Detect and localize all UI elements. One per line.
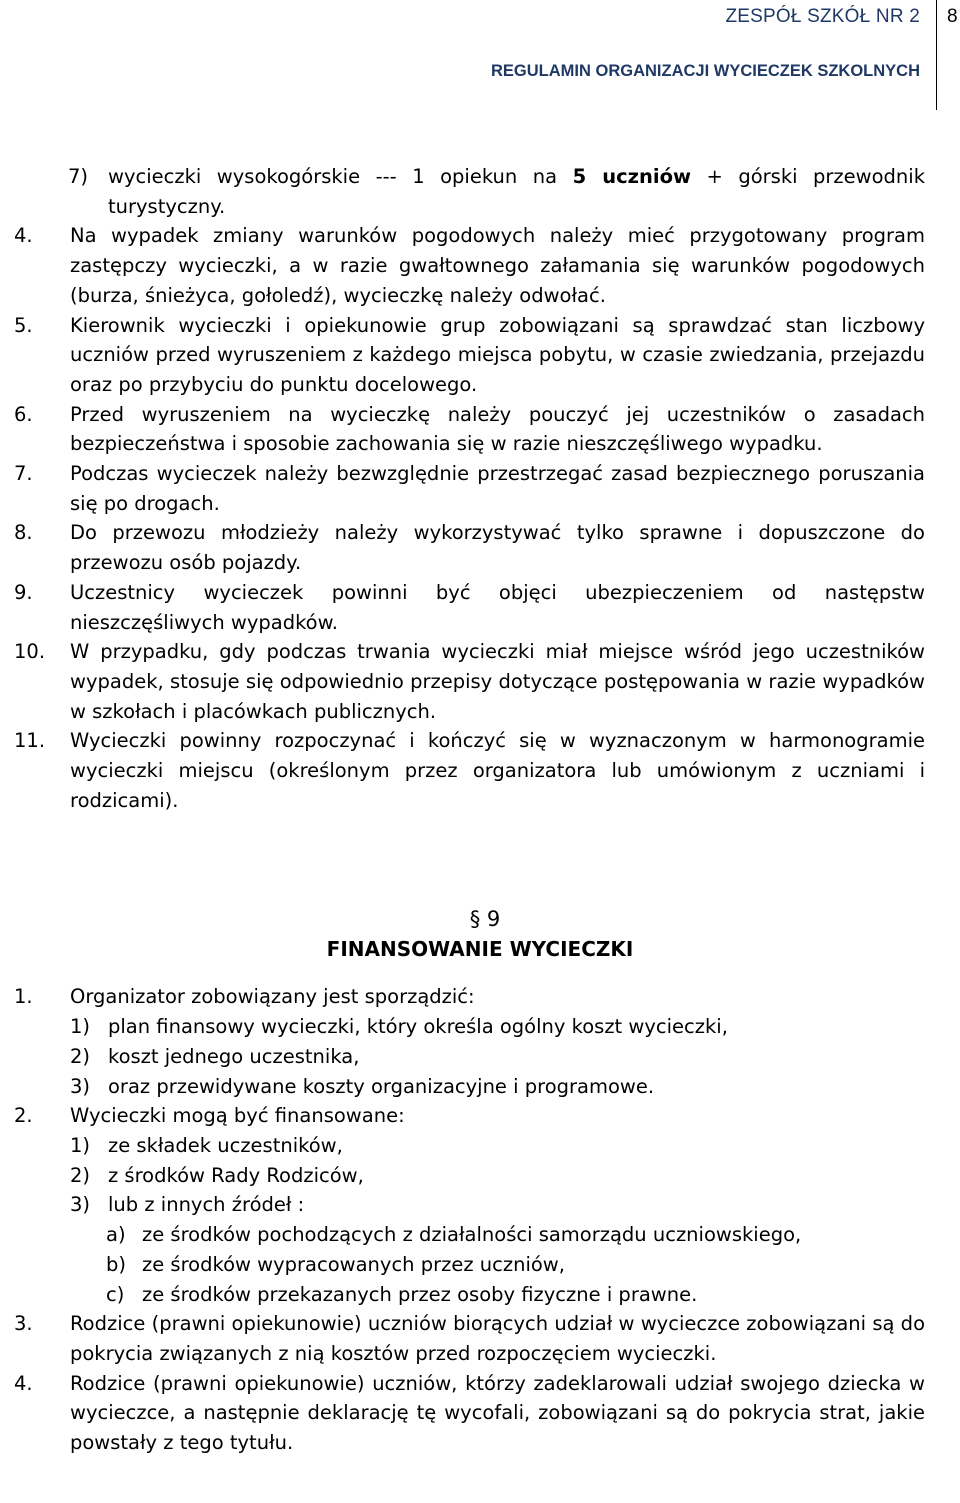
- item-text-end: + górski przewodnik turystyczny.: [108, 165, 925, 218]
- item-text: Kierownik wycieczki i opiekunowie grup zobowiązani są sprawdzać stan liczbowy uczniów przed wyruszeniem z każdego miejsca pobytu, w czasie zwiedzania, przejazdu oraz po przybyciu do punktu docelowego.: [70, 313, 925, 396]
- sub-item: [0, 1042, 960, 1072]
- item-text: Na wypadek zmiany warunków pogodowych należy mieć przygotowany program zastępczy wycieczki, a w razie gwałtownego załamania się warunków pogodowych (burza, śnieżyca, gołoledź), wycieczkę należy odwołać.: [70, 224, 925, 307]
- sub-item-number: 3): [70, 1193, 91, 1217]
- letter-item: [0, 1220, 960, 1250]
- item-number: 4.: [14, 224, 33, 248]
- document-body: [0, 162, 960, 1458]
- item-number: 9.: [14, 580, 33, 604]
- header-school-name: ZESPÓŁ SZKÓŁ NR 2: [725, 6, 920, 27]
- letter-item-text: ze środków wypracowanych przez uczniów,: [142, 1252, 565, 1276]
- letter-item-marker: b): [106, 1252, 126, 1276]
- sub-item: [0, 1012, 960, 1042]
- sub-item-number: 2): [70, 1163, 91, 1187]
- item-bold-text: 5 uczniów: [572, 165, 691, 188]
- sub-item: [0, 1131, 960, 1161]
- sub-item: [0, 1190, 960, 1220]
- letter-item: [0, 1280, 960, 1310]
- fin-item-3: [0, 1309, 960, 1368]
- letter-item-text: ze środków przekazanych przez osoby fizyczne i prawne.: [142, 1282, 698, 1306]
- item-text: Organizator zobowiązany jest sporządzić:: [70, 985, 475, 1009]
- item-number: 2.: [14, 1104, 33, 1128]
- letter-item-text: ze środków pochodzących z działalności samorządu uczniowskiego,: [142, 1223, 802, 1247]
- sub-item-number: 1): [70, 1133, 91, 1157]
- item-text: wycieczki wysokogórskie --- 1 opiekun na: [108, 165, 573, 188]
- section-number: § 9: [469, 907, 501, 932]
- item-number: 4.: [14, 1371, 33, 1395]
- section-title: FINANSOWANIE WYCIECZKI: [326, 937, 634, 962]
- list-item-7: [0, 459, 960, 518]
- sub-item-number: 2): [70, 1044, 91, 1068]
- item-number: 10.: [14, 640, 46, 664]
- item-text: Rodzice (prawni opiekunowie) uczniów, którzy zadeklarowali udział swojego dziecka w wycieczce, a następnie deklarację tę wycofali, zobowiązani są do pokrycia strat, jakie powstały z tego tytułu.: [70, 1371, 925, 1455]
- sub-item-text: z środków Rady Rodziców,: [108, 1163, 364, 1187]
- item-number: 3.: [14, 1312, 33, 1336]
- item-number: 7.: [14, 462, 33, 486]
- sub-item-number: 3): [70, 1074, 91, 1098]
- item-text: W przypadku, gdy podczas trwania wycieczki miał miejsce wśród jego uczestników wypadek, stosuje się odpowiednio przepisy dotyczące postępowania w razie wypadków w szkołach i placówkach publicznych.: [70, 640, 925, 723]
- list-item-10: [0, 637, 960, 726]
- item-text: Podczas wycieczek należy bezwzględnie przestrzegać zasad bezpiecznego poruszania się po drogach.: [70, 462, 925, 515]
- sub-item: [0, 1161, 960, 1191]
- letter-item-marker: a): [106, 1223, 126, 1247]
- item-number: 8.: [14, 521, 33, 545]
- list-item-6: [0, 400, 960, 459]
- sub-item-text: oraz przewidywane koszty organizacyjne i programowe.: [108, 1074, 655, 1098]
- item-number: 7): [68, 165, 89, 188]
- sub-item-text: koszt jednego uczestnika,: [108, 1044, 360, 1068]
- header-divider: [936, 0, 937, 110]
- item-number: 5.: [14, 313, 33, 337]
- list-item-9: [0, 578, 960, 637]
- item-text: Do przewozu młodzieży należy wykorzystywać tylko sprawne i dopuszczone do przewozu osób pojazdy.: [70, 521, 925, 575]
- list-item-11: [0, 726, 960, 815]
- item-number: 6.: [14, 402, 33, 426]
- sub-item-text: plan finansowy wycieczki, który określa ogólny koszt wycieczki,: [108, 1015, 728, 1039]
- fin-item-4: [0, 1369, 960, 1458]
- sub-item-text: lub z innych źródeł :: [108, 1193, 305, 1217]
- list-item-8: [0, 518, 960, 577]
- list-item-5: [0, 311, 960, 400]
- fin-item-1: [0, 982, 960, 1012]
- item-text: Rodzice (prawni opiekunowie) uczniów biorących udział w wycieczce zobowiązani są do pokrycia związanych z nią kosztów przed rozpoczęciem wycieczki.: [70, 1312, 925, 1365]
- fin-item-2: [0, 1101, 960, 1131]
- sub-item-number: 1): [70, 1015, 91, 1039]
- sub-item-text: ze składek uczestników,: [108, 1133, 343, 1157]
- letter-item-marker: c): [106, 1282, 125, 1306]
- item-text: Uczestnicy wycieczek powinni być objęci ubezpieczeniem od następstw nieszczęśliwych wypadków.: [70, 580, 925, 634]
- page-number: 8: [947, 6, 958, 27]
- item-text: Przed wyruszeniem na wycieczkę należy pouczyć jej uczestników o zasadach bezpieczeństwa i sposobie zachowania się w razie nieszczęśliwego wypadku.: [70, 402, 925, 456]
- letter-item: [0, 1250, 960, 1280]
- item-number: 11.: [14, 729, 46, 753]
- item-text: Wycieczki powinny rozpoczynać i kończyć się w wyznaczonym w harmonogramie wycieczki miejscu (określonym przez organizatora lub umówionym z uczniami i rodzicami).: [70, 729, 925, 812]
- header-document-title: REGULAMIN ORGANIZACJI WYCIECZEK SZKOLNYCH: [491, 62, 920, 80]
- list-item-4: [0, 221, 960, 310]
- item-text: Wycieczki mogą być finansowane:: [70, 1104, 405, 1128]
- list-item: [0, 162, 960, 221]
- item-number: 1.: [14, 985, 33, 1009]
- sub-item: [0, 1072, 960, 1102]
